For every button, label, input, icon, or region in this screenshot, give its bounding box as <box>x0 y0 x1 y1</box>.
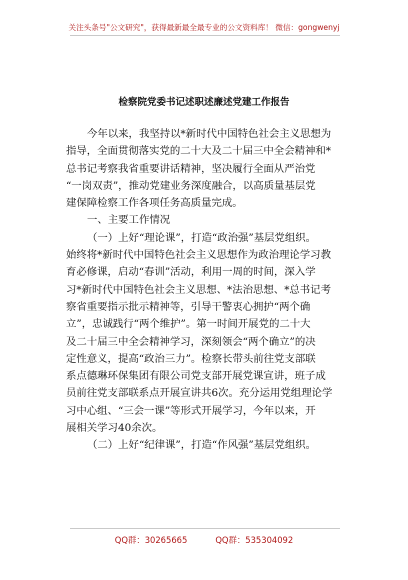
paragraph-line: 系点德琳环保集团有限公司党支部开展党课宣讲，班子成 <box>66 370 326 383</box>
footer-divider <box>70 528 340 529</box>
paragraph-line: 指导，全面贯彻落实党的二十大及二十届三中全会精神和* <box>66 145 331 158</box>
paragraph-line: 习*新时代中国特色社会主义思想、*法治思想、*总书记考 <box>66 283 331 296</box>
paragraph-line: 建保障检察工作各项任务高质量完成。 <box>66 197 243 210</box>
paragraph-line: 始终将*新时代中国特色社会主义思想作为政治理论学习教 <box>66 249 331 262</box>
paragraph-line: “一岗双责”，推动党建业务深度融合，以高质量基层党 <box>66 179 316 192</box>
paragraph-line: 习中心组、“三会一课”等形式开展学习，今年以来，开 <box>66 404 316 417</box>
document-body <box>66 126 346 455</box>
paragraph-line: 今年以来，我坚持以*新时代中国特色社会主义思想为 <box>87 128 332 140</box>
qq-group-1: QQ群：30265665 <box>114 535 188 545</box>
page-header-banner: 关注头条号"公文研究"，获得最新最全最专业的公文资料库！ 微信：gongwenyj <box>68 23 340 32</box>
qq-group-2: QQ群：535304092 <box>215 535 294 545</box>
paragraph-line: 及二十届三中全会精神学习，深刻领会“两个确立”的决 <box>66 335 316 348</box>
item-heading: （二）上好“纪律课”，打造“作风强”基层党组织。 <box>87 439 317 452</box>
paragraph-line: 立”，忠诚践行“两个维护”。第一时间开展党的二十大 <box>66 318 311 331</box>
paragraph-line: 育必修课，启动“春训”活动，利用一周的时间，深入学 <box>66 266 316 279</box>
document-title: 检察院党委书记述职述廉述党建工作报告 <box>118 97 290 108</box>
page-footer <box>0 534 408 546</box>
header-divider <box>70 35 340 36</box>
item-heading: （一）上好“理论课”，打造“政治强”基层党组织。 <box>87 231 317 244</box>
paragraph-line: 总书记考察我省重要讲话精神，坚决履行全面从严治党 <box>66 162 316 175</box>
paragraph-line: 员前往党支部联系点开展宣讲共6次。充分运用党组理论学 <box>66 387 333 400</box>
section-heading: 一、主要工作情况 <box>87 214 171 227</box>
paragraph-line: 察省重要指示批示精神等，引导干警衷心拥护“两个确 <box>66 300 311 313</box>
paragraph-line: 展相关学习40余次。 <box>66 422 163 435</box>
paragraph-line: 定性意义，提高“政治三力”。检察长带头前往党支部联 <box>66 352 316 365</box>
